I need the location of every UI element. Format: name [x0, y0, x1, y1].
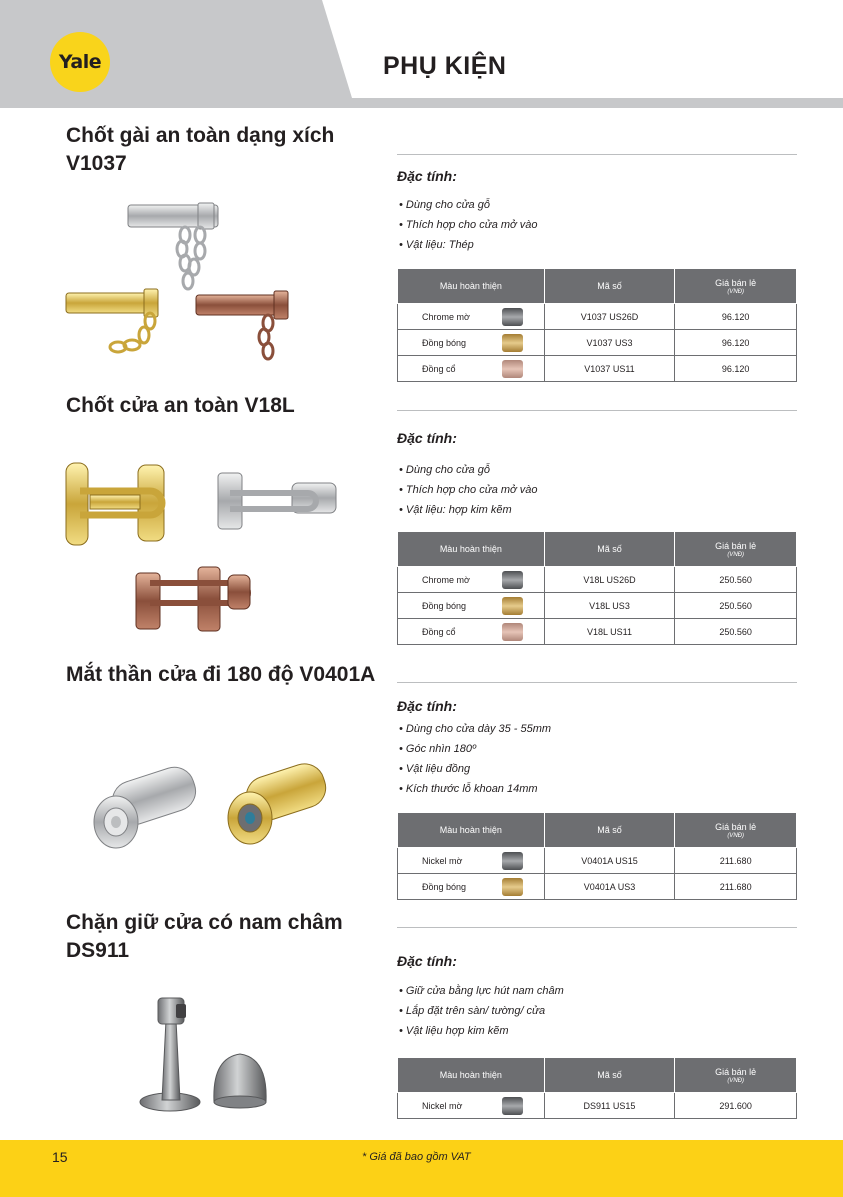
product-title-v1037: Chốt gài an toàn dạng xích V1037 [66, 124, 335, 175]
feature-list [399, 195, 537, 255]
col-header-finish: Màu hoàn thiện [398, 269, 545, 304]
finish-cell [398, 567, 545, 593]
feature-item: • Kích thước lỗ khoan 14mm [399, 779, 551, 799]
vat-note: * Giá đã bao gồm VAT [362, 1151, 471, 1163]
feature-list [399, 981, 564, 1041]
price-cell: 250.560 [675, 593, 797, 619]
header-white-panel [0, 0, 843, 98]
code-cell: V0401A US15 [544, 848, 675, 874]
table-row [398, 567, 797, 593]
col-header-finish: Màu hoàn thiện [398, 813, 545, 848]
footer-band [0, 1140, 843, 1197]
table-row [398, 330, 797, 356]
feature-item: • Dùng cho cửa dày 35 - 55mm [399, 719, 551, 739]
feature-item: • Dùng cho cửa gỗ [399, 460, 537, 480]
finish-cell [398, 619, 545, 645]
finish-swatch-bronze [502, 623, 523, 641]
col-header-finish: Màu hoàn thiện [398, 532, 545, 567]
door-guard-bar-image [58, 455, 348, 655]
table-row [398, 848, 797, 874]
feature-item: • Vật liệu đồng [399, 759, 551, 779]
finish-swatch-chrome [502, 571, 523, 589]
finish-cell [398, 874, 545, 900]
col-header-finish: Màu hoàn thiện [398, 1058, 545, 1093]
finish-label: Đồng cổ [422, 363, 456, 374]
finish-cell [398, 848, 545, 874]
code-cell: V18L US3 [544, 593, 675, 619]
feature-heading: Đặc tính: [397, 953, 457, 969]
feature-heading: Đặc tính: [397, 698, 457, 714]
code-cell: V1037 US3 [544, 330, 675, 356]
finish-swatch-brass [502, 597, 523, 615]
table-row [398, 1093, 797, 1119]
product-title-ds911: Chặn giữ cửa có nam châm DS911 [66, 911, 343, 962]
finish-label: Chrome mờ [422, 574, 470, 585]
feature-heading: Đặc tính: [397, 430, 457, 446]
col-header-code: Mã số [544, 813, 675, 848]
price-cell: 211.680 [675, 848, 797, 874]
finish-cell [398, 356, 545, 382]
price-cell: 96.120 [675, 330, 797, 356]
table-row [398, 304, 797, 330]
finish-swatch-bronze [502, 360, 523, 378]
page-number: 15 [52, 1149, 68, 1165]
feature-item: • Dùng cho cửa gỗ [399, 195, 537, 215]
spec-table-v18l [397, 531, 797, 645]
product-title-v0401a: Mắt thần cửa đi 180 độ V0401A [66, 663, 376, 686]
section-divider [397, 927, 797, 928]
price-unit: (VNĐ) [727, 551, 744, 558]
finish-swatch-brass [502, 878, 523, 896]
spec-table-v0401a [397, 812, 797, 900]
finish-label: Chrome mờ [422, 311, 470, 322]
finish-swatch-brass [502, 334, 523, 352]
table-row [398, 619, 797, 645]
price-label: Giá bán lẻ [715, 277, 757, 288]
price-cell: 291.600 [675, 1093, 797, 1119]
finish-cell [398, 593, 545, 619]
finish-cell [398, 304, 545, 330]
spec-table-v1037 [397, 268, 797, 382]
finish-swatch-nickel [502, 852, 523, 870]
chain-door-guard-image [60, 195, 330, 365]
code-cell: V1037 US11 [544, 356, 675, 382]
table-header-row [398, 269, 797, 304]
finish-swatch-nickel [502, 1097, 523, 1115]
price-cell: 250.560 [675, 619, 797, 645]
col-header-code: Mã số [544, 269, 675, 304]
finish-label: Đồng cổ [422, 626, 456, 637]
feature-item: • Thích hợp cho cửa mở vào [399, 215, 537, 235]
finish-swatch-chrome [502, 308, 523, 326]
table-row [398, 356, 797, 382]
col-header-price [675, 269, 797, 304]
spec-table-ds911 [397, 1057, 797, 1119]
price-label: Giá bán lẻ [715, 1066, 757, 1077]
col-header-price [675, 1058, 797, 1093]
feature-item: • Vật liệu hợp kim kẽm [399, 1021, 564, 1041]
yale-logo: Yale [50, 32, 110, 92]
table-row [398, 593, 797, 619]
finish-cell [398, 330, 545, 356]
code-cell: V18L US11 [544, 619, 675, 645]
table-header-row [398, 1058, 797, 1093]
feature-list [399, 719, 551, 799]
feature-list [399, 460, 537, 520]
code-cell: V1037 US26D [544, 304, 675, 330]
table-header-row [398, 532, 797, 567]
finish-label: Đồng bóng [422, 337, 467, 348]
price-unit: (VNĐ) [727, 1077, 744, 1084]
col-header-code: Mã số [544, 532, 675, 567]
feature-item: • Vật liệu: hợp kim kẽm [399, 500, 537, 520]
section-divider [397, 154, 797, 155]
finish-label: Nickel mờ [422, 1100, 463, 1111]
col-header-price [675, 532, 797, 567]
code-cell: V18L US26D [544, 567, 675, 593]
feature-item: • Giữ cửa bằng lực hút nam châm [399, 981, 564, 1001]
price-cell: 96.120 [675, 304, 797, 330]
code-cell: DS911 US15 [544, 1093, 675, 1119]
price-label: Giá bán lẻ [715, 540, 757, 551]
feature-item: • Góc nhìn 180º [399, 739, 551, 759]
door-viewer-image [88, 752, 338, 862]
price-label: Giá bán lẻ [715, 821, 757, 832]
table-row [398, 874, 797, 900]
page-title: PHỤ KIỆN [383, 52, 507, 80]
price-unit: (VNĐ) [727, 288, 744, 295]
finish-cell [398, 1093, 545, 1119]
col-header-code: Mã số [544, 1058, 675, 1093]
feature-heading: Đặc tính: [397, 168, 457, 184]
finish-label: Đồng bóng [422, 881, 467, 892]
price-unit: (VNĐ) [727, 832, 744, 839]
price-cell: 211.680 [675, 874, 797, 900]
code-cell: V0401A US3 [544, 874, 675, 900]
product-title-v18l: Chốt cửa an toàn V18L [66, 394, 295, 417]
finish-label: Nickel mờ [422, 855, 463, 866]
feature-item: • Thích hợp cho cửa mở vào [399, 480, 537, 500]
feature-item: • Lắp đặt trên sàn/ tường/ cửa [399, 1001, 564, 1021]
table-header-row [398, 813, 797, 848]
section-divider [397, 410, 797, 411]
finish-label: Đồng bóng [422, 600, 467, 611]
price-cell: 96.120 [675, 356, 797, 382]
feature-item: • Vật liệu: Thép [399, 235, 537, 255]
magnetic-door-stop-image [128, 990, 278, 1115]
section-divider [397, 682, 797, 683]
price-cell: 250.560 [675, 567, 797, 593]
col-header-price [675, 813, 797, 848]
